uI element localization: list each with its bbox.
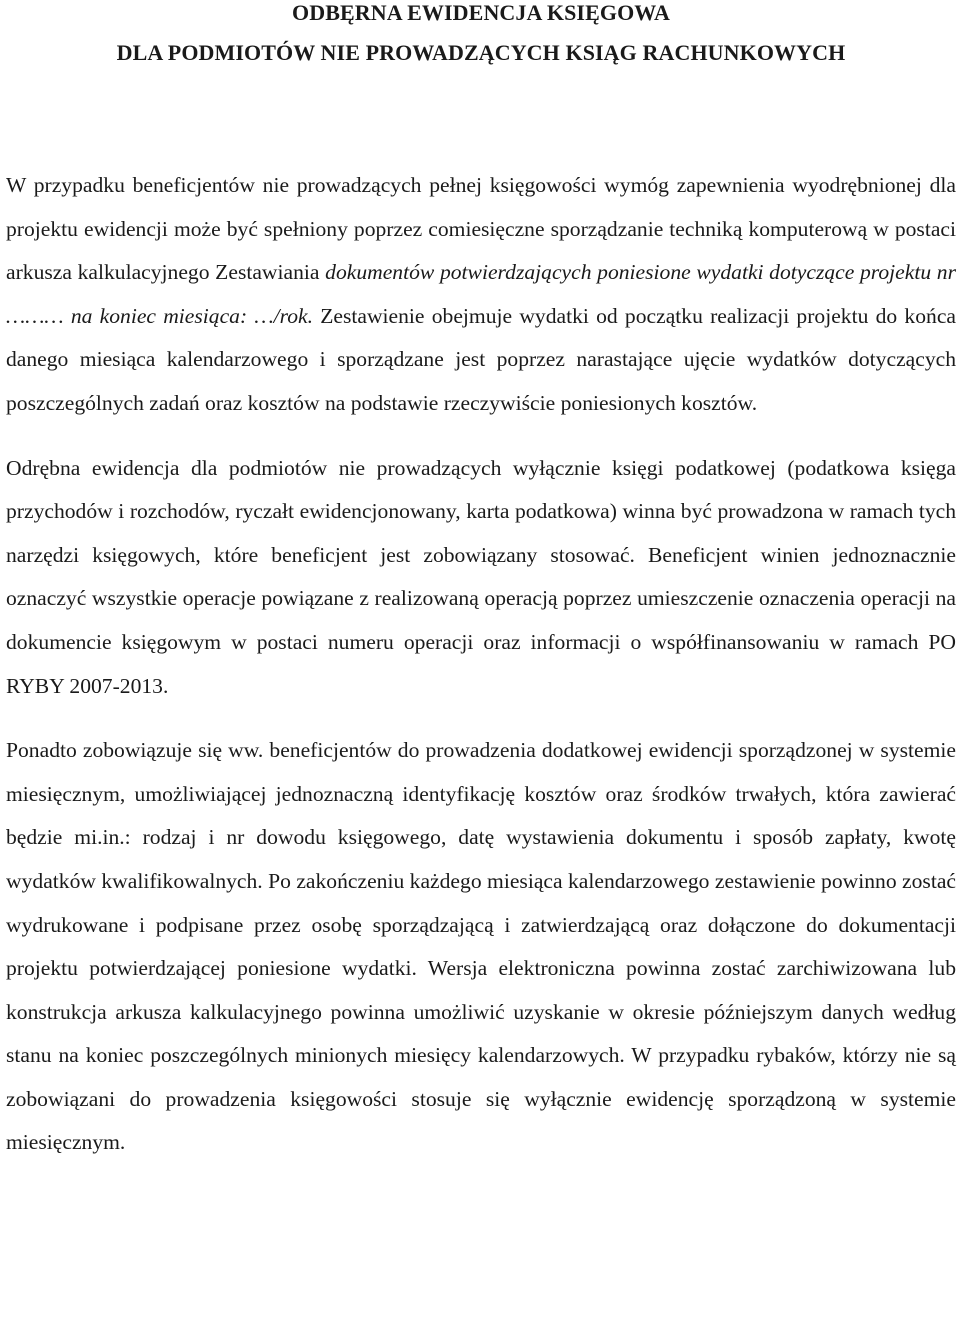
document-title-line-1: ODBĘRNA EWIDENCJA KSIĘGOWA <box>292 0 670 25</box>
paragraph-1-start: W przypadku beneficjentów nie prowadzących pełnej księgowości wymóg zapewnienia wyodrębnionej dla projektu ewidencji może być spełniony poprzez comiesięczne sporządzanie techniką komputerową w postaci arkusza kalkulacyjnego Zestawiania <box>6 173 956 285</box>
paragraph-2: Odrębna ewidencja dla podmiotów nie prowadzących wyłącznie księgi podatkowej (podatkowa księga przychodów i rozchodów, ryczałt ewidencjonowany, karta podatkowa) winna być prowadzona w ramach tych narzędzi księgowych, które beneficjent jest zobowiązany stosować. Beneficjent winien jednoznacznie oznaczyć wszystkie operacje powiązane z realizowaną operacją poprzez umieszczenie oznaczenia operacji na dokumencie księgowym w postaci numeru operacji oraz informacji o współfinansowaniu w ramach PO RYBY 2007-2013. <box>6 455 956 698</box>
paragraph-1 <box>6 164 956 426</box>
paragraph-3: Ponadto zobowiązuje się ww. beneficjentów do prowadzenia dodatkowej ewidencji sporządzonej w systemie miesięcznym, umożliwiającej jednoznaczną identyfikację kosztów oraz środków trwałych, która zawierać będzie mi.in.: rodzaj i nr dowodu księgowego, datę wystawienia dokumentu i sposób zapłaty, kwotę wydatków kwalifikowalnych. Po zakończeniu każdego miesiąca kalendarzowego zestawienie powinno zostać wydrukowane i podpisane przez osobę sporządzającą i zatwierdzającą oraz dołączone do dokumentacji projektu potwierdzającej poniesione wydatki. Wersja elektroniczna powinna zostać zarchiwizowana lub konstrukcja arkusza kalkulacyjnego powinna umożliwić uzyskanie w okresie późniejszym danych według stanu na koniec poszczególnych minionych miesięcy kalendarzowych. W przypadku rybaków, którzy nie są zobowiązani do prowadzenia księgowości stosuje się wyłącznie ewidencję sporządzoną w systemie miesięcznym. <box>6 738 956 1155</box>
paragraph-1-end: Zestawienie obejmuje wydatki od początku realizacji projektu do końca danego miesiąca kalendarzowego i sporządzane jest poprzez narastające ujęcie wydatków dotyczących poszczególnych zadań oraz kosztów na podstawie rzeczywiście poniesionych kosztów. <box>6 303 956 415</box>
paragraph-1-italic: dokumentów potwierdzających poniesione wydatki dotyczące projektu nr ……… na koniec miesiąca: …/rok. <box>6 260 956 328</box>
document-title-line-2: DLA PODMIOTÓW NIE PROWADZĄCYCH KSIĄG RACHUNKOWYCH <box>116 40 846 65</box>
document-page <box>6 0 956 1165</box>
